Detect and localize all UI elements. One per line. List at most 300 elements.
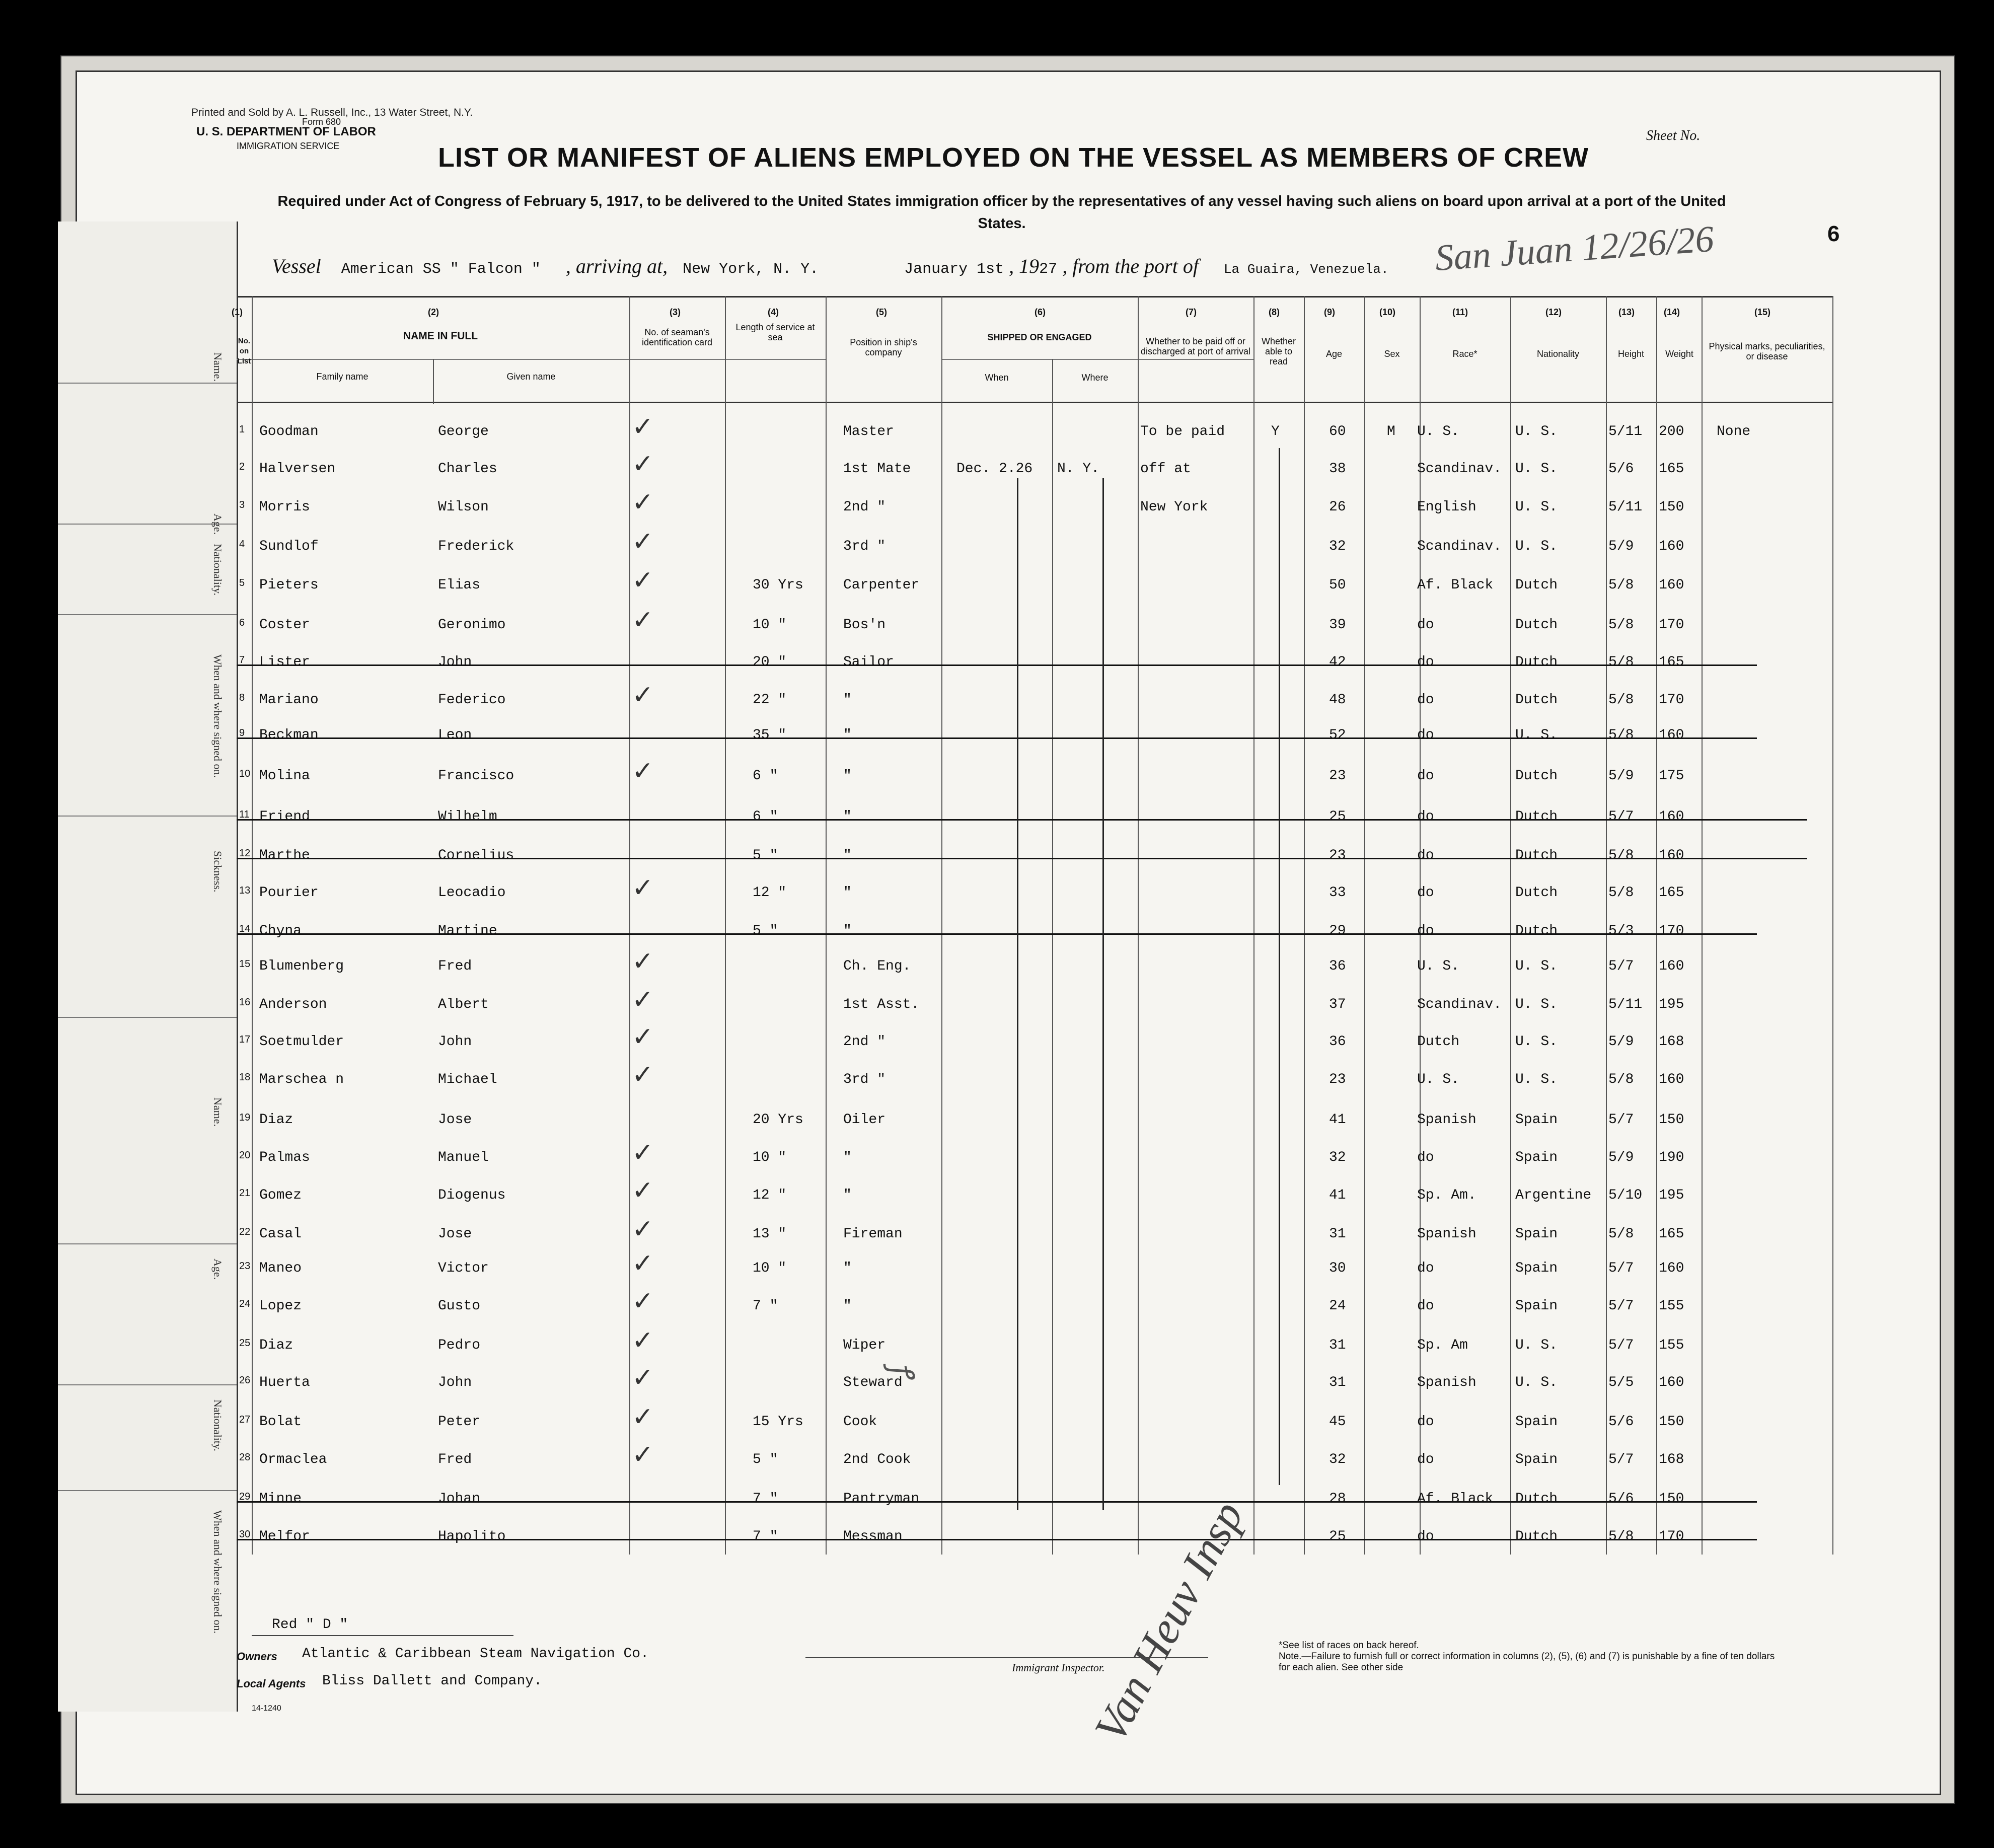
age-cell: 23 — [1329, 1072, 1346, 1087]
stub-label: Age. — [211, 513, 224, 535]
given-name-cell: Jose — [438, 1112, 472, 1128]
list-number-cell: 30 — [239, 1529, 251, 1540]
race-cell: do — [1417, 809, 1434, 825]
position-cell: " — [843, 768, 852, 784]
race-cell: do — [1417, 1414, 1434, 1430]
shipped-where-cell: N. Y. — [1057, 461, 1100, 477]
list-number-cell: 19 — [239, 1112, 251, 1123]
col-header-age: Age — [1325, 349, 1343, 359]
col-num: (2) — [428, 307, 439, 317]
family-name-cell: Goodman — [259, 424, 319, 439]
race-cell: do — [1417, 848, 1434, 863]
weight-cell: 150 — [1659, 1414, 1684, 1430]
weight-cell: 195 — [1659, 997, 1684, 1012]
list-number-cell: 26 — [239, 1375, 251, 1386]
col-divider — [1364, 296, 1365, 1555]
nationality-cell: Spain — [1515, 1452, 1558, 1467]
nationality-cell: U. S. — [1515, 539, 1558, 554]
document-title: LIST OR MANIFEST OF ALIENS EMPLOYED ON THE VESSEL AS MEMBERS OF CREW — [438, 142, 1589, 173]
list-number-cell: 15 — [239, 958, 251, 970]
table-top-rule — [237, 296, 1832, 298]
col-num: (15) — [1754, 307, 1771, 317]
family-name-cell: Sundlof — [259, 539, 319, 554]
height-cell: 5/8 — [1608, 1072, 1634, 1087]
list-number-cell: 5 — [239, 577, 245, 588]
col-header-name: NAME IN FULL — [403, 330, 478, 342]
height-cell: 5/11 — [1608, 424, 1643, 439]
owners-label: Owners — [237, 1650, 277, 1663]
race-cell: do — [1417, 1261, 1434, 1276]
sheet-number: 6 — [1827, 221, 1840, 246]
given-name-cell: Wilson — [438, 499, 489, 515]
height-cell: 5/6 — [1608, 1491, 1634, 1507]
given-name-cell: Geronimo — [438, 617, 506, 633]
check-mark-icon: ✓ — [632, 1060, 654, 1090]
age-cell: 24 — [1329, 1298, 1346, 1314]
vessel-label: Vessel — [272, 255, 321, 277]
nationality-cell: U. S. — [1515, 1338, 1558, 1353]
position-cell: 2nd " — [843, 499, 886, 515]
inspector-signature: Van Heuv Insp — [1085, 1493, 1253, 1750]
height-cell: 5/3 — [1608, 923, 1634, 939]
paid-off-cell: New York — [1140, 499, 1208, 515]
given-name-cell: Fred — [438, 958, 472, 974]
family-name-cell: Halversen — [259, 461, 336, 477]
weight-cell: 160 — [1659, 727, 1684, 743]
footnote-penalty: Note.—Failure to furnish full or correct information in columns (2), (5), (6) and (7) is punishable by a fine of ten dollars for each alien. See other side — [1279, 1651, 1775, 1673]
list-number-cell: 17 — [239, 1034, 251, 1045]
position-cell: Steward — [843, 1375, 903, 1390]
handwritten-annotation-icon: ꝭ — [884, 1360, 920, 1380]
given-name-cell: Diogenus — [438, 1188, 506, 1203]
nationality-cell: Dutch — [1515, 692, 1558, 708]
family-name-cell: Lopez — [259, 1298, 302, 1314]
col-header-where: Where — [1081, 373, 1109, 383]
stub-divider — [58, 816, 237, 817]
given-name-cell: Michael — [438, 1072, 497, 1087]
list-number-cell: 2 — [239, 461, 245, 472]
age-cell: 32 — [1329, 1452, 1346, 1467]
sex-cell: M — [1387, 424, 1395, 439]
service-name: IMMIGRATION SERVICE — [237, 141, 340, 151]
given-name-cell: Peter — [438, 1414, 481, 1430]
service-length-cell: 5 " — [753, 1452, 778, 1467]
position-cell: " — [843, 692, 852, 708]
stub-label: Nationality. — [211, 1399, 224, 1452]
col-header-nationality: Nationality — [1536, 349, 1580, 359]
position-cell: Master — [843, 424, 894, 439]
height-cell: 5/8 — [1608, 617, 1634, 633]
col-num: (10) — [1379, 307, 1396, 317]
age-cell: 41 — [1329, 1188, 1346, 1203]
service-length-cell: 7 " — [753, 1529, 778, 1544]
strike-through-line — [237, 1501, 1757, 1503]
age-cell: 31 — [1329, 1226, 1346, 1242]
check-mark-icon: ✓ — [632, 1175, 654, 1206]
list-number-cell: 24 — [239, 1298, 251, 1309]
nationality-cell: U. S. — [1515, 997, 1558, 1012]
footnote — [1279, 1640, 1782, 1673]
weight-cell: 150 — [1659, 1112, 1684, 1128]
given-name-cell: Jose — [438, 1226, 472, 1242]
col-num: (9) — [1324, 307, 1335, 317]
col-divider — [629, 296, 630, 1555]
nationality-cell: U. S. — [1515, 958, 1558, 974]
col-header-when: When — [985, 373, 1009, 383]
service-length-cell: 20 Yrs — [753, 1112, 803, 1128]
list-number-cell: 16 — [239, 997, 251, 1008]
arrival-year: 27 — [1039, 261, 1058, 278]
strike-through-line — [237, 819, 1807, 821]
ditto-line — [1017, 478, 1018, 1510]
nationality-cell: U. S. — [1515, 1072, 1558, 1087]
physical-marks-cell: None — [1717, 424, 1751, 439]
footnote-races: *See list of races on back hereof. — [1279, 1640, 1419, 1651]
check-mark-icon: ✓ — [632, 1402, 654, 1432]
nationality-cell: Dutch — [1515, 923, 1558, 939]
age-cell: 25 — [1329, 1529, 1346, 1544]
stub-divider — [58, 383, 237, 384]
col-divider — [252, 296, 253, 1555]
family-name-cell: Molina — [259, 768, 310, 784]
position-cell: Oiler — [843, 1112, 886, 1128]
weight-cell: 168 — [1659, 1452, 1684, 1467]
race-cell: do — [1417, 923, 1434, 939]
race-cell: do — [1417, 692, 1434, 708]
family-name-cell: Huerta — [259, 1375, 310, 1390]
position-cell: " — [843, 885, 852, 901]
col-divider — [826, 296, 827, 1555]
stub-divider — [58, 1017, 237, 1018]
family-name-cell: Friend — [259, 809, 310, 825]
arrival-port: New York, N. Y. — [683, 261, 819, 278]
age-cell: 23 — [1329, 768, 1346, 784]
weight-cell: 155 — [1659, 1338, 1684, 1353]
owners-value: Atlantic & Caribbean Steam Navigation Co. — [302, 1646, 649, 1662]
list-number-cell: 9 — [239, 727, 245, 738]
handwritten-origin: San Juan 12/26/26 — [1433, 218, 1716, 279]
position-cell: Pantryman — [843, 1491, 920, 1507]
paid-off-cell: off at — [1140, 461, 1191, 477]
weight-cell: 160 — [1659, 848, 1684, 863]
nationality-cell: Dutch — [1515, 809, 1558, 825]
service-length-cell: 5 " — [753, 848, 778, 863]
position-cell: Messman — [843, 1529, 903, 1544]
list-number-cell: 21 — [239, 1188, 251, 1199]
weight-cell: 165 — [1659, 885, 1684, 901]
nationality-cell: Dutch — [1515, 577, 1558, 593]
nationality-cell: Spain — [1515, 1298, 1558, 1314]
height-cell: 5/9 — [1608, 539, 1634, 554]
given-name-cell: Charles — [438, 461, 497, 477]
height-cell: 5/6 — [1608, 1414, 1634, 1430]
header-rule — [941, 359, 1253, 360]
list-number-cell: 27 — [239, 1414, 251, 1425]
race-cell: English — [1417, 499, 1476, 515]
family-name-cell: Ormaclea — [259, 1452, 327, 1467]
weight-cell: 165 — [1659, 654, 1684, 670]
list-number-cell: 23 — [239, 1261, 251, 1272]
weight-cell: 165 — [1659, 1226, 1684, 1242]
col-header-shipped: SHIPPED OR ENGAGED — [987, 332, 1092, 342]
race-cell: U. S. — [1417, 1072, 1460, 1087]
age-cell: 29 — [1329, 923, 1346, 939]
list-number-cell: 12 — [239, 848, 251, 859]
given-name-cell: Martine — [438, 923, 497, 939]
age-cell: 25 — [1329, 809, 1346, 825]
agents-value: Bliss Dallett and Company. — [322, 1673, 542, 1689]
age-cell: 52 — [1329, 727, 1346, 743]
family-name-cell: Morris — [259, 499, 310, 515]
given-name-cell: Wilhelm — [438, 809, 497, 825]
list-number-cell: 25 — [239, 1338, 251, 1349]
height-cell: 5/7 — [1608, 1112, 1634, 1128]
service-length-cell: 6 " — [753, 768, 778, 784]
weight-cell: 195 — [1659, 1188, 1684, 1203]
age-cell: 23 — [1329, 848, 1346, 863]
service-length-cell: 7 " — [753, 1491, 778, 1507]
check-mark-icon: ✓ — [632, 680, 654, 710]
race-cell: Scandinav. — [1417, 997, 1502, 1012]
given-name-cell: Leon — [438, 727, 472, 743]
given-name-cell: Albert — [438, 997, 489, 1012]
stub-divider — [58, 1243, 237, 1244]
age-cell: 30 — [1329, 1261, 1346, 1276]
col-divider — [1304, 296, 1305, 1555]
position-cell: " — [843, 1261, 852, 1276]
height-cell: 5/9 — [1608, 1150, 1634, 1165]
family-name-cell: Pieters — [259, 577, 319, 593]
check-mark-icon: ✓ — [632, 449, 654, 479]
race-cell: do — [1417, 727, 1434, 743]
check-mark-icon: ✓ — [632, 1286, 654, 1316]
list-number-cell: 1 — [239, 424, 245, 435]
race-cell: Af. Black — [1417, 1491, 1494, 1507]
col-divider — [725, 296, 726, 1555]
race-cell: Sp. Am — [1417, 1338, 1468, 1353]
check-mark-icon: ✓ — [632, 756, 654, 786]
nationality-cell: Dutch — [1515, 768, 1558, 784]
col-header-height: Height — [1617, 349, 1645, 359]
given-name-cell: John — [438, 654, 472, 670]
paid-off-cell: To be paid — [1140, 424, 1225, 439]
stub-divider — [58, 614, 237, 615]
col-divider — [1606, 296, 1607, 1555]
col-header-read: Whether able to read — [1261, 336, 1296, 366]
check-mark-icon: ✓ — [632, 1440, 654, 1470]
position-cell: 2nd " — [843, 1034, 886, 1050]
nationality-cell: U. S. — [1515, 1375, 1558, 1390]
check-mark-icon: ✓ — [632, 1022, 654, 1052]
age-cell: 45 — [1329, 1414, 1346, 1430]
position-cell: " — [843, 809, 852, 825]
age-cell: 60 — [1329, 424, 1346, 439]
weight-cell: 160 — [1659, 1375, 1684, 1390]
col-num: (1) — [232, 307, 243, 317]
given-name-cell: Manuel — [438, 1150, 489, 1165]
service-length-cell: 10 " — [753, 1261, 787, 1276]
list-number-cell: 20 — [239, 1150, 251, 1161]
col-header-paid-off: Whether to be paid off or discharged at port of arrival — [1140, 336, 1251, 356]
weight-cell: 170 — [1659, 1529, 1684, 1544]
height-cell: 5/7 — [1608, 1338, 1634, 1353]
nationality-cell: Spain — [1515, 1112, 1558, 1128]
stub-label: When and where signed on. — [211, 1510, 224, 1634]
height-cell: 5/8 — [1608, 885, 1634, 901]
position-cell: " — [843, 923, 852, 939]
family-name-cell: Beckman — [259, 727, 319, 743]
race-cell: Af. Black — [1417, 577, 1494, 593]
height-cell: 5/8 — [1608, 577, 1634, 593]
col-divider — [941, 296, 942, 1555]
height-cell: 5/7 — [1608, 1298, 1634, 1314]
height-cell: 5/8 — [1608, 1529, 1634, 1544]
service-length-cell: 30 Yrs — [753, 577, 803, 593]
position-cell: 3rd " — [843, 1072, 886, 1087]
age-cell: 42 — [1329, 654, 1346, 670]
vessel-line — [272, 254, 1389, 278]
age-cell: 38 — [1329, 461, 1346, 477]
list-number-cell: 6 — [239, 617, 245, 628]
col-num: (8) — [1269, 307, 1280, 317]
nationality-cell: U. S. — [1515, 461, 1558, 477]
height-cell: 5/7 — [1608, 958, 1634, 974]
year-prefix: , 19 — [1009, 255, 1040, 277]
position-cell: " — [843, 1188, 852, 1203]
age-cell: 26 — [1329, 499, 1346, 515]
given-name-cell: Francisco — [438, 768, 514, 784]
weight-cell: 150 — [1659, 1491, 1684, 1507]
position-cell: Fireman — [843, 1226, 903, 1242]
age-cell: 41 — [1329, 1112, 1346, 1128]
list-number-cell: 7 — [239, 654, 245, 666]
able-to-read-cell: Y — [1271, 424, 1280, 439]
age-cell: 37 — [1329, 997, 1346, 1012]
family-name-cell: Pourier — [259, 885, 319, 901]
service-length-cell: 15 Yrs — [753, 1414, 803, 1430]
check-mark-icon: ✓ — [632, 605, 654, 635]
nationality-cell: Dutch — [1515, 848, 1558, 863]
position-cell: Wiper — [843, 1338, 886, 1353]
family-name-cell: Chyna — [259, 923, 302, 939]
weight-cell: 160 — [1659, 1261, 1684, 1276]
nationality-cell: Spain — [1515, 1226, 1558, 1242]
position-cell: Carpenter — [843, 577, 920, 593]
race-cell: do — [1417, 885, 1434, 901]
position-cell: 1st Mate — [843, 461, 911, 477]
family-name-cell: Lister — [259, 654, 310, 670]
weight-cell: 168 — [1659, 1034, 1684, 1050]
col-num: (7) — [1186, 307, 1197, 317]
race-cell: Spanish — [1417, 1375, 1476, 1390]
strike-through-line — [237, 858, 1807, 859]
stub-label: Sickness. — [211, 851, 224, 893]
col-header-marks: Physical marks, peculiarities, or disease — [1709, 341, 1825, 361]
service-length-cell: 12 " — [753, 1188, 787, 1203]
age-cell: 33 — [1329, 885, 1346, 901]
height-cell: 5/9 — [1608, 768, 1634, 784]
height-cell: 5/8 — [1608, 654, 1634, 670]
weight-cell: 160 — [1659, 1072, 1684, 1087]
list-number-cell: 10 — [239, 768, 251, 779]
check-mark-icon: ✓ — [632, 527, 654, 557]
check-mark-icon: ✓ — [632, 1248, 654, 1279]
col-num: (6) — [1035, 307, 1046, 317]
shipped-when-cell: Dec. 2.26 — [956, 461, 1033, 477]
age-cell: 48 — [1329, 692, 1346, 708]
given-name-cell: Fred — [438, 1452, 472, 1467]
height-cell: 5/7 — [1608, 1452, 1634, 1467]
list-number-cell: 29 — [239, 1491, 251, 1502]
weight-cell: 150 — [1659, 499, 1684, 515]
race-cell: Dutch — [1417, 1034, 1460, 1050]
list-number-cell: 13 — [239, 885, 251, 896]
given-name-cell: Cornelius — [438, 848, 514, 863]
check-mark-icon: ✓ — [632, 873, 654, 903]
family-name-cell: Gomez — [259, 1188, 302, 1203]
col-divider — [1702, 296, 1703, 1555]
age-cell: 31 — [1329, 1338, 1346, 1353]
form-code: 14-1240 — [252, 1704, 281, 1713]
col-header-given: Given name — [506, 372, 556, 382]
race-cell: do — [1417, 768, 1434, 784]
race-cell: U. S. — [1417, 958, 1460, 974]
check-mark-icon: ✓ — [632, 412, 654, 442]
col-divider — [1832, 296, 1833, 1555]
service-length-cell: 10 " — [753, 1150, 787, 1165]
family-name-cell: Blumenberg — [259, 958, 344, 974]
check-mark-icon: ✓ — [632, 565, 654, 596]
col-num: (11) — [1452, 307, 1468, 317]
col-num: (13) — [1618, 307, 1635, 317]
strike-through-line — [237, 933, 1757, 935]
stub-label: Nationality. — [211, 544, 224, 596]
position-cell: Bos'n — [843, 617, 886, 633]
col-divider — [1138, 296, 1139, 1555]
race-cell: Sp. Am. — [1417, 1188, 1476, 1203]
stub-divider — [58, 524, 237, 525]
col-divider — [433, 359, 434, 404]
age-cell: 32 — [1329, 539, 1346, 554]
nationality-cell: U. S. — [1515, 499, 1558, 515]
arriving-label: , arriving at, — [565, 255, 668, 277]
position-cell: " — [843, 727, 852, 743]
height-cell: 5/9 — [1608, 1034, 1634, 1050]
col-num: (14) — [1664, 307, 1680, 317]
master-line — [252, 1635, 513, 1636]
family-name-cell: Soetmulder — [259, 1034, 344, 1050]
col-divider — [1253, 296, 1254, 1555]
position-cell: Sailor — [843, 654, 894, 670]
height-cell: 5/8 — [1608, 692, 1634, 708]
given-name-cell: Victor — [438, 1261, 489, 1276]
check-mark-icon: ✓ — [632, 1214, 654, 1244]
weight-cell: 170 — [1659, 923, 1684, 939]
stub-label: When and where signed on. — [211, 654, 224, 778]
family-name-cell: Bolat — [259, 1414, 302, 1430]
service-length-cell: 5 " — [753, 923, 778, 939]
check-mark-icon: ✓ — [632, 1325, 654, 1356]
race-cell: Scandinav. — [1417, 539, 1502, 554]
service-length-cell: 6 " — [753, 809, 778, 825]
family-name-cell: Anderson — [259, 997, 327, 1012]
position-cell: " — [843, 1150, 852, 1165]
nationality-cell: U. S. — [1515, 727, 1558, 743]
age-cell: 28 — [1329, 1491, 1346, 1507]
weight-cell: 160 — [1659, 958, 1684, 974]
col-header-race: Race* — [1452, 349, 1478, 359]
family-name-cell: Maneo — [259, 1261, 302, 1276]
